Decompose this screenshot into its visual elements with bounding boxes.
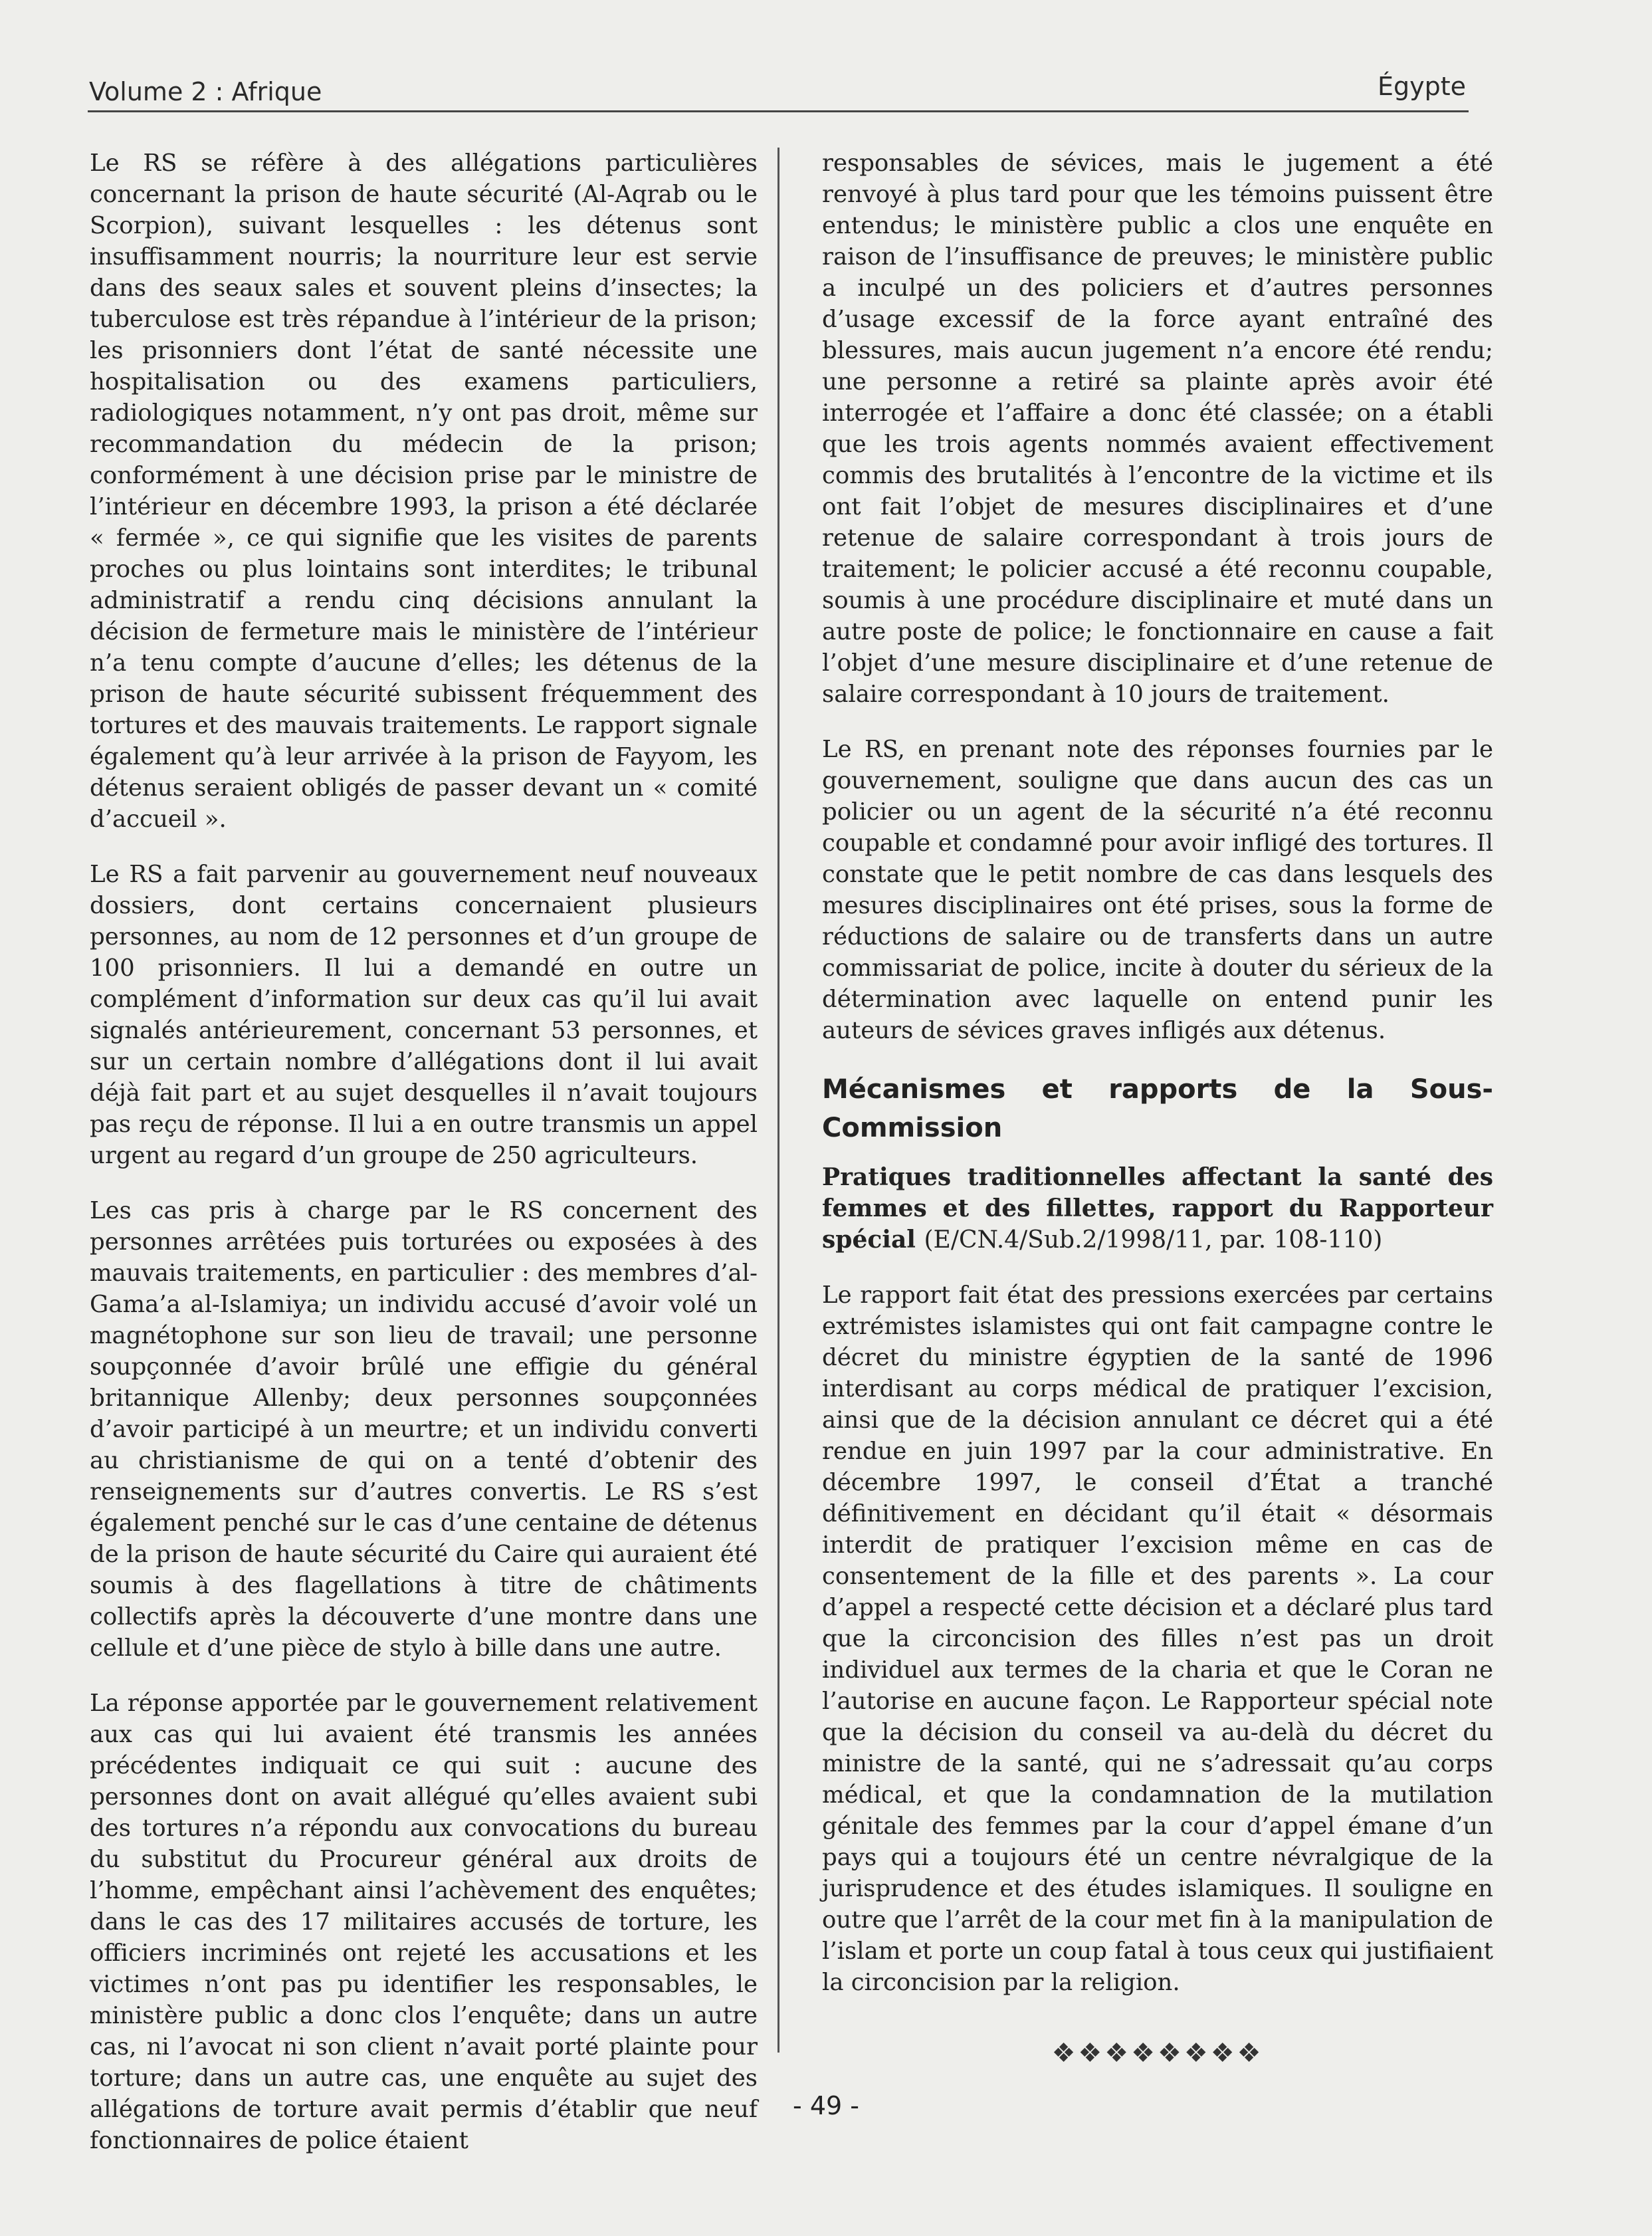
left-column: [90, 148, 758, 2180]
header-country: Égypte: [1377, 72, 1466, 101]
right-column: [822, 148, 1493, 2069]
page-number: - 49 -: [793, 2091, 859, 2120]
ornament-divider: ❖❖❖❖❖❖❖❖: [1051, 2038, 1264, 2068]
subheading: [822, 1162, 1493, 1256]
paragraph: La réponse apportée par le gouvernement relativement aux cas qui lui avaient été transmis les années précédentes indiquait ce qui suit : aucune des personnes dont on avait allégué qu’elles avaient subi des tortures n’a répondu aux convocations du bureau du substitut du Procureur général aux droits de l’homme, empêchant ainsi l’achèvement des enquêtes; dans le cas des 17 militaires accusés de torture, les officiers incriminés ont rejeté les accusations et les victimes n’ont pas pu identifier les responsables, le ministère public a donc clos l’enquête; dans un autre cas, ni l’avocat ni son client n’avait porté plainte pour torture; dans un autre cas, une enquête au sujet des allégations de torture avait permis d’établir que neuf fonctionnaires de police étaient: [90, 1690, 758, 2154]
paragraph: Le RS a fait parvenir au gouvernement neuf nouveaux dossiers, dont certains concernaient plusieurs personnes, au nom de 12 personnes et d’un groupe de 100 prisonniers. Il lui a demandé en outre un complément d’information sur deux cas qu’il lui avait signalés antérieurement, concernant 53 personnes, et sur un certain nombre d’allégations dont il lui avait déjà fait part et au sujet desquelles il n’avait toujours pas reçu de réponse. Il lui a en outre transmis un appel urgent au regard d’un groupe de 250 agriculteurs.: [90, 861, 758, 1169]
paragraph: Le RS se réfère à des allégations particulières concernant la prison de haute sécurité (Al-Aqrab ou le Scorpion), suivant lesquelles : les détenus sont insuffisamment nourris; la nourriture leur est servie dans des seaux sales et souvent pleins d’insectes; la tuberculose est très répandue à l’intérieur de la prison; les prisonniers dont l’état de santé nécessite une hospitalisation ou des examens particuliers, radiologiques notamment, n’y ont pas droit, même sur recommandation du médecin de la prison; conformément à une décision prise par le ministre de l’intérieur en décembre 1993, la prison a été déclarée « fermée », ce qui signifie que les visites de parents proches ou plus lointains sont interdites; le tribunal administratif a rendu cinq décisions annulant la décision de fermeture mais le ministère de l’intérieur n’a tenu compte d’aucune d’elles; les détenus de la prison de haute sécurité subissent fréquemment des tortures et des mauvais traitements. Le rapport signale également qu’à leur arrivée à la prison de Fayyom, les détenus seraient obligés de passer devant un « comité d’accueil ».: [90, 150, 758, 833]
subheading-title: Pratiques traditionnelles affectant la santé des femmes et des fillettes, rapport du Rapporteur spécial: [822, 1163, 1493, 1254]
paragraph: responsables de sévices, mais le jugement a été renvoyé à plus tard pour que les témoins puissent être entendus; le ministère public a clos une enquête en raison de l’insuffisance de preuves; le ministère public a inculpé un des policiers et d’autres personnes d’usage excessif de la force ayant entraîné des blessures, mais aucun jugement n’a encore été rendu; une personne a retiré sa plainte après avoir été interrogée et l’affaire a donc été classée; on a établi que les trois agents nommés avaient effectivement commis des brutalités à l’encontre de la victime et ils ont fait l’objet de mesures disciplinaires et d’une retenue de salaire correspondant à trois jours de traitement; le policier accusé a été reconnu coupable, soumis à une procédure disciplinaire et muté dans un autre poste de police; le fonctionnaire en cause a fait l’objet d’une mesure disciplinaire et d’une retenue de salaire correspondant à 10 jours de traitement.: [822, 150, 1493, 708]
section-heading: Mécanismes et rapports de la Sous-Commission: [822, 1074, 1493, 1143]
subheading-reference: (E/CN.4/Sub.2/1998/11, par. 108-110): [924, 1226, 1383, 1254]
paragraph: Le RS, en prenant note des réponses fournies par le gouvernement, souligne que dans aucun des cas un policier ou un agent de la sécurité n’a été reconnu coupable et condamné pour avoir infligé des tortures. Il constate que le petit nombre de cas dans lesquels des mesures disciplinaires ont été prises, sous la forme de réductions de salaire ou de transferts dans un autre commissariat de police, incite à douter du sérieux de la détermination avec laquelle on entend punir les auteurs de sévices graves infligés aux détenus.: [822, 736, 1493, 1044]
column-divider: [777, 148, 779, 2053]
paragraph: Les cas pris à charge par le RS concernent des personnes arrêtées puis torturées ou exposées à des mauvais traitements, en particulier : des membres d’al-Gama’a al-Islamiya; un individu accusé d’avoir volé un magnétophone sur son lieu de travail; une personne soupçonnée d’avoir brûlé une effigie du général britannique Allenby; deux personnes soupçonnées d’avoir participé à un meurtre; et un individu converti au christianisme de qui on a tenté d’obtenir des renseignements sur d’autres convertis. Le RS s’est également penché sur le cas d’une centaine de détenus de la prison de haute sécurité du Caire qui auraient été soumis à des flagellations à titre de châtiments collectifs après la découverte d’une montre dans une cellule et d’une pièce de stylo à bille dans une autre.: [90, 1197, 758, 1662]
running-header: [88, 66, 1469, 112]
header-volume: Volume 2 : Afrique: [89, 77, 322, 106]
paragraph: Le rapport fait état des pressions exercées par certains extrémistes islamistes qui ont fait campagne contre le décret du ministre égyptien de la santé de 1996 interdisant au corps médical de pratiquer l’excision, ainsi que de la décision annulant ce décret qui a été rendue en juin 1997 par la cour administrative. En décembre 1997, le conseil d’État a tranché définitivement en décidant qu’il était « désormais interdit de pratiquer l’excision même en cas de consentement de la fille et des parents ». La cour d’appel a respecté cette décision et a déclaré plus tard que la circoncision des filles n’est pas un droit individuel aux termes de la charia et que le Coran ne l’autorise en aucune façon. Le Rapporteur spécial note que la décision du conseil va au-delà du décret du ministre de la santé, qui ne s’adressait qu’au corps médical, et que la condamnation de la mutilation génitale des femmes par la cour d’appel émane d’un pays qui a toujours été un centre névralgique de la jurisprudence et des études islamiques. Il souligne en outre que l’arrêt de la cour met fin à la manipulation de l’islam et porte un coup fatal à tous ceux qui justifiaient la circoncision par la religion.: [822, 1282, 1493, 1996]
